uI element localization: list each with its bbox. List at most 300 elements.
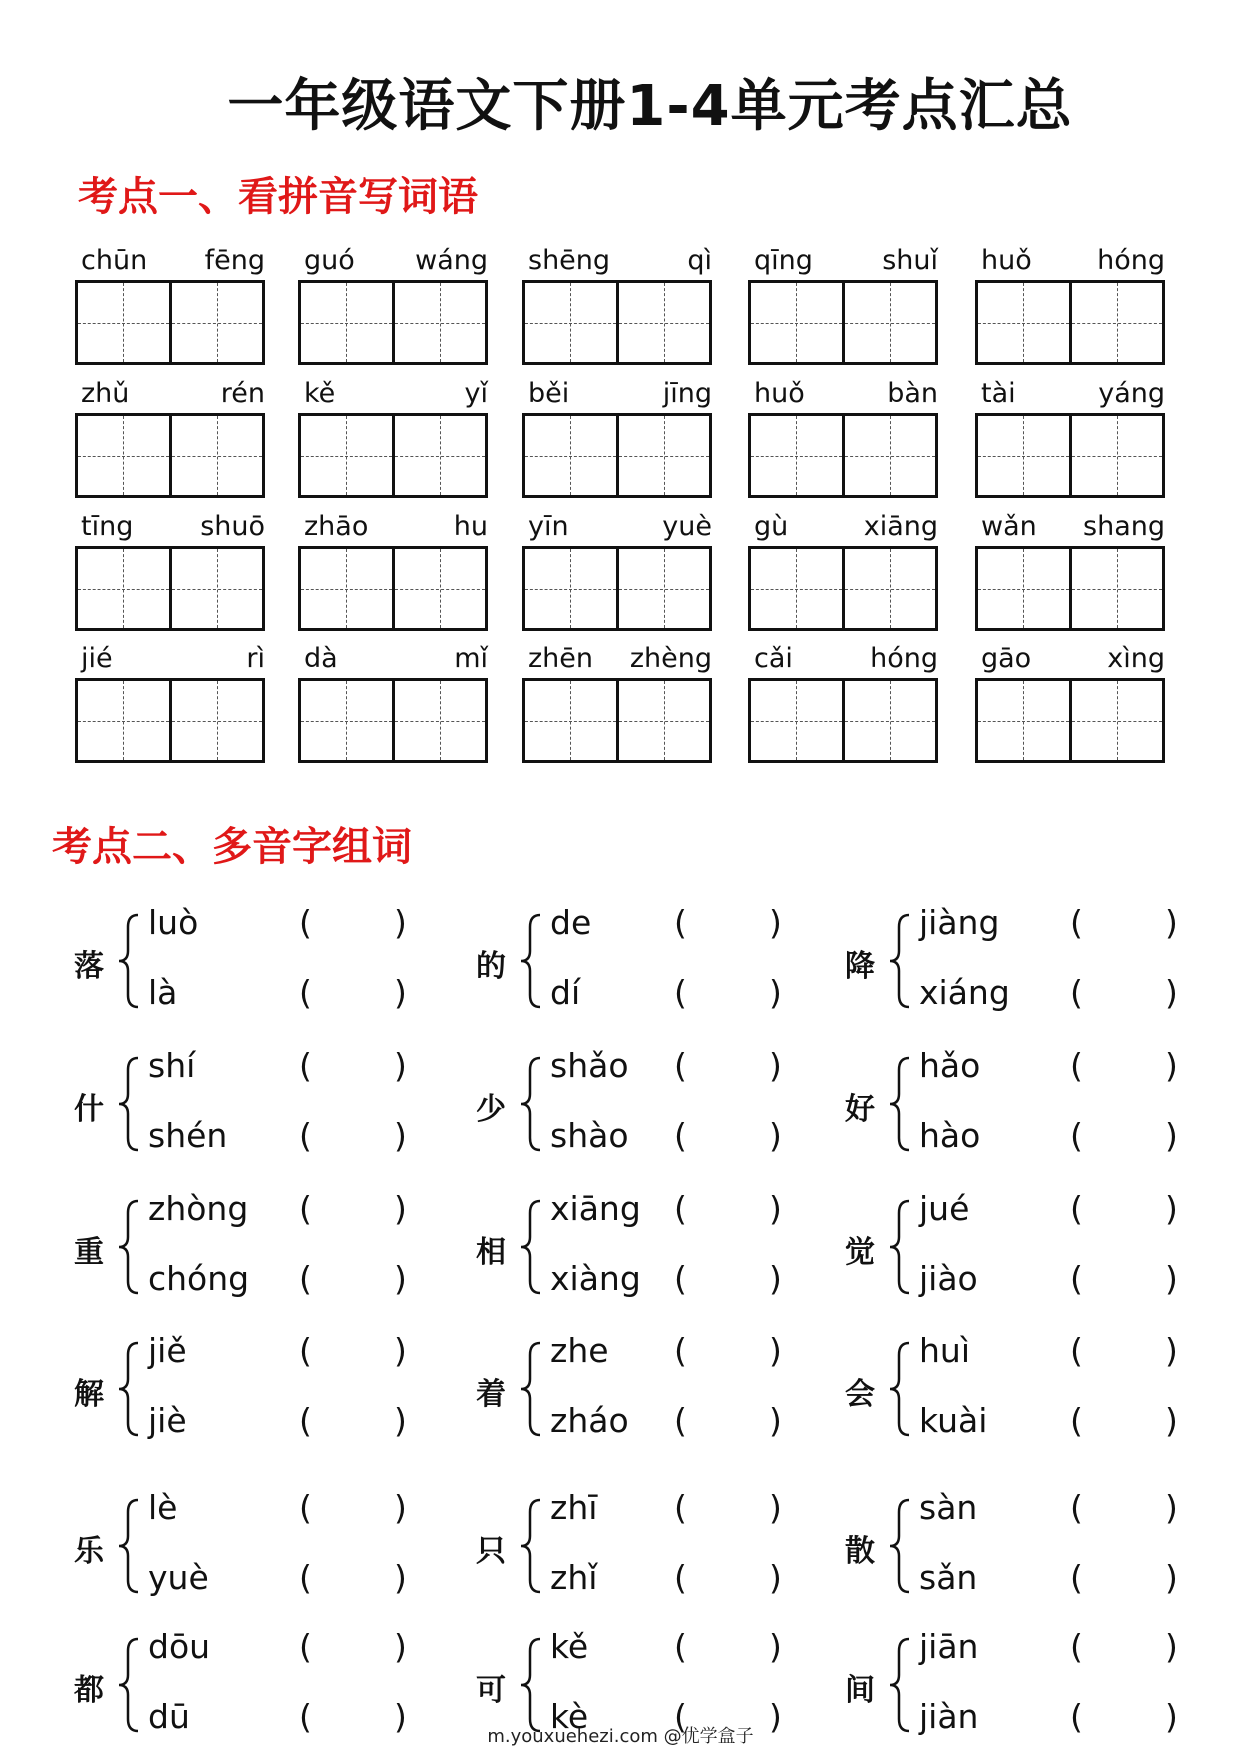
pinyin-label: [975, 373, 1165, 413]
pinyin-first: huǒ: [981, 245, 1032, 276]
writing-box[interactable]: [525, 549, 616, 628]
pinyin-top: de: [550, 903, 592, 942]
answer-paren-open: (: [674, 1046, 687, 1085]
pinyin-bottom: xiàng: [550, 1259, 641, 1298]
answer-paren-close: ): [769, 903, 782, 942]
pinyin-bottom: hào: [919, 1116, 981, 1155]
page-title: 一年级语文下册1-4单元考点汇总: [227, 74, 1073, 139]
pinyin-second: rén: [220, 378, 265, 409]
answer-paren-open: (: [299, 1116, 312, 1155]
word-cell: [975, 240, 1165, 365]
answer-blank[interactable]: [692, 1193, 765, 1229]
polyphone-group: [845, 1046, 1225, 1164]
brace-icon: [116, 1054, 142, 1154]
tianzige-pair: [522, 280, 712, 365]
polyphone-group: [74, 1189, 454, 1307]
answer-paren-close: ): [1165, 1331, 1178, 1370]
answer-blank[interactable]: [692, 1263, 765, 1299]
answer-blank[interactable]: [692, 1492, 765, 1528]
pinyin-top: shǎo: [550, 1046, 629, 1085]
pinyin-second: hóng: [870, 643, 938, 674]
pinyin-second: yǐ: [464, 378, 488, 409]
answer-paren-close: ): [769, 1488, 782, 1527]
brace-icon: [518, 911, 544, 1011]
brace-icon: [116, 1496, 142, 1596]
brace-icon: [518, 1496, 544, 1596]
pinyin-label: [75, 373, 265, 413]
tianzige-pair: [748, 546, 938, 631]
brace-icon: [887, 1054, 913, 1154]
pinyin-label: [975, 506, 1165, 546]
answer-paren-close: ): [394, 1401, 407, 1440]
answer-paren-open: (: [299, 1558, 312, 1597]
pinyin-second: zhèng: [629, 643, 712, 674]
polyphone-char: 降: [845, 949, 875, 984]
answer-blank[interactable]: [1088, 1050, 1161, 1086]
pinyin-label: [298, 638, 488, 678]
tianzige-pair: [522, 546, 712, 631]
answer-paren-open: (: [1070, 1401, 1083, 1440]
answer-paren-open: (: [299, 1331, 312, 1370]
answer-blank[interactable]: [692, 907, 765, 943]
word-cell: [748, 373, 938, 498]
writing-box[interactable]: [1069, 283, 1163, 362]
pinyin-first: běi: [528, 378, 570, 409]
answer-blank[interactable]: [317, 907, 390, 943]
polyphone-char: 好: [845, 1092, 875, 1127]
writing-box[interactable]: [978, 416, 1069, 495]
answer-paren-open: (: [299, 1697, 312, 1736]
pinyin-bottom: chóng: [148, 1259, 250, 1298]
polyphone-group: [74, 1488, 454, 1606]
word-cell: [748, 638, 938, 763]
answer-blank[interactable]: [317, 1405, 390, 1441]
pinyin-label: [298, 240, 488, 280]
word-cell: [748, 240, 938, 365]
writing-box[interactable]: [169, 549, 263, 628]
tianzige-pair: [75, 678, 265, 763]
tianzige-pair: [522, 413, 712, 498]
answer-blank[interactable]: [1088, 1263, 1161, 1299]
writing-box[interactable]: [525, 681, 616, 760]
pinyin-label: [522, 506, 712, 546]
word-cell: [298, 240, 488, 365]
answer-paren-close: ): [1165, 1046, 1178, 1085]
brace-icon: [116, 1339, 142, 1439]
tianzige-pair: [298, 280, 488, 365]
answer-blank[interactable]: [1088, 1562, 1161, 1598]
polyphone-group: [476, 1331, 856, 1449]
pinyin-first: chūn: [81, 245, 148, 276]
answer-paren-open: (: [1070, 1697, 1083, 1736]
pinyin-label: [748, 506, 938, 546]
writing-box[interactable]: [978, 549, 1069, 628]
word-cell: [522, 638, 712, 763]
answer-paren-open: (: [299, 1401, 312, 1440]
answer-paren-open: (: [674, 1627, 687, 1666]
answer-blank[interactable]: [692, 1405, 765, 1441]
pinyin-second: shuǐ: [882, 245, 938, 276]
polyphone-group: [845, 903, 1225, 1021]
word-cell: [298, 638, 488, 763]
answer-paren-close: ): [1165, 1627, 1178, 1666]
pinyin-label: [522, 373, 712, 413]
polyphone-char: 什: [74, 1092, 104, 1127]
answer-blank[interactable]: [1088, 1631, 1161, 1667]
word-cell: [522, 506, 712, 631]
polyphone-group: [476, 903, 856, 1021]
answer-paren-open: (: [674, 1697, 687, 1736]
pinyin-top: jiě: [148, 1331, 187, 1370]
answer-blank[interactable]: [692, 1631, 765, 1667]
polyphone-group: [74, 1331, 454, 1449]
answer-paren-open: (: [1070, 1259, 1083, 1298]
pinyin-second: qì: [687, 245, 712, 276]
pinyin-bottom: kuài: [919, 1401, 988, 1440]
pinyin-top: sàn: [919, 1488, 978, 1527]
word-cell: [522, 240, 712, 365]
writing-box[interactable]: [169, 283, 263, 362]
answer-blank[interactable]: [1088, 1335, 1161, 1371]
pinyin-first: dà: [304, 643, 338, 674]
tianzige-pair: [75, 546, 265, 631]
answer-blank[interactable]: [692, 1335, 765, 1371]
answer-paren-close: ): [394, 1488, 407, 1527]
polyphone-char: 少: [476, 1092, 506, 1127]
writing-box[interactable]: [978, 283, 1069, 362]
word-cell: [748, 506, 938, 631]
pinyin-second: shuō: [200, 511, 265, 542]
word-cell: [75, 373, 265, 498]
pinyin-second: mǐ: [454, 643, 488, 674]
answer-blank[interactable]: [692, 977, 765, 1013]
pinyin-top: luò: [148, 903, 199, 942]
answer-blank[interactable]: [317, 1492, 390, 1528]
pinyin-first: gāo: [981, 643, 1032, 674]
writing-box[interactable]: [616, 416, 710, 495]
pinyin-label: [75, 638, 265, 678]
polyphone-group: [845, 1488, 1225, 1606]
pinyin-first: yīn: [528, 511, 569, 542]
writing-box[interactable]: [78, 416, 169, 495]
answer-paren-open: (: [674, 1558, 687, 1597]
pinyin-label: [748, 638, 938, 678]
section2-title: 考点二、多音字组词: [52, 824, 412, 870]
polyphone-char: 可: [476, 1673, 506, 1708]
answer-blank[interactable]: [317, 1193, 390, 1229]
answer-paren-open: (: [674, 903, 687, 942]
writing-box[interactable]: [78, 283, 169, 362]
answer-paren-open: (: [1070, 1331, 1083, 1370]
writing-box[interactable]: [842, 283, 936, 362]
pinyin-top: kě: [550, 1627, 589, 1666]
pinyin-second: xiāng: [863, 511, 938, 542]
answer-paren-open: (: [674, 973, 687, 1012]
tianzige-pair: [522, 678, 712, 763]
brace-icon: [887, 1197, 913, 1297]
pinyin-top: jué: [919, 1189, 970, 1228]
pinyin-bottom: dū: [148, 1697, 190, 1736]
pinyin-second: rì: [246, 643, 265, 674]
brace-icon: [518, 1197, 544, 1297]
word-cell: [975, 373, 1165, 498]
answer-paren-open: (: [1070, 1627, 1083, 1666]
answer-blank[interactable]: [1088, 1405, 1161, 1441]
answer-blank[interactable]: [1088, 907, 1161, 943]
tianzige-pair: [298, 413, 488, 498]
answer-paren-open: (: [1070, 1488, 1083, 1527]
answer-paren-open: (: [1070, 1046, 1083, 1085]
pinyin-first: kě: [304, 378, 336, 409]
pinyin-first: huǒ: [754, 378, 805, 409]
pinyin-bottom: shén: [148, 1116, 228, 1155]
answer-paren-open: (: [1070, 903, 1083, 942]
answer-paren-open: (: [299, 1046, 312, 1085]
answer-blank[interactable]: [317, 1631, 390, 1667]
writing-box[interactable]: [301, 416, 392, 495]
brace-icon: [116, 911, 142, 1011]
answer-paren-close: ): [394, 1558, 407, 1597]
writing-box[interactable]: [751, 549, 842, 628]
pinyin-bottom: sǎn: [919, 1558, 978, 1597]
answer-paren-open: (: [1070, 1189, 1083, 1228]
writing-box[interactable]: [525, 416, 616, 495]
answer-blank[interactable]: [317, 1263, 390, 1299]
word-cell: [75, 638, 265, 763]
pinyin-top: dōu: [148, 1627, 211, 1666]
answer-paren-close: ): [1165, 1259, 1178, 1298]
pinyin-second: hu: [453, 511, 488, 542]
polyphone-char: 只: [476, 1534, 506, 1569]
answer-paren-close: ): [394, 1331, 407, 1370]
answer-paren-close: ): [394, 973, 407, 1012]
tianzige-pair: [75, 413, 265, 498]
polyphone-group: [74, 1046, 454, 1164]
pinyin-first: tài: [981, 378, 1016, 409]
writing-box[interactable]: [392, 416, 486, 495]
answer-paren-close: ): [769, 1259, 782, 1298]
answer-blank[interactable]: [1088, 1120, 1161, 1156]
answer-paren-close: ): [394, 1259, 407, 1298]
pinyin-label: [75, 506, 265, 546]
word-cell: [975, 638, 1165, 763]
writing-box[interactable]: [301, 283, 392, 362]
pinyin-bottom: zháo: [550, 1401, 629, 1440]
pinyin-first: zhēn: [528, 643, 594, 674]
pinyin-label: [748, 240, 938, 280]
answer-paren-close: ): [394, 1189, 407, 1228]
polyphone-char: 乐: [74, 1534, 104, 1569]
answer-paren-open: (: [299, 1488, 312, 1527]
writing-box[interactable]: [525, 283, 616, 362]
brace-icon: [518, 1339, 544, 1439]
pinyin-top: lè: [148, 1488, 178, 1527]
tianzige-pair: [975, 413, 1165, 498]
brace-icon: [518, 1635, 544, 1735]
polyphone-group: [845, 1331, 1225, 1449]
writing-box[interactable]: [751, 283, 842, 362]
answer-blank[interactable]: [1088, 1193, 1161, 1229]
pinyin-first: gù: [754, 511, 789, 542]
polyphone-char: 间: [845, 1673, 875, 1708]
answer-paren-open: (: [1070, 1558, 1083, 1597]
answer-paren-open: (: [299, 903, 312, 942]
footer-watermark: m.youxuehezi.com @优学盒子: [487, 1726, 754, 1747]
writing-box[interactable]: [301, 549, 392, 628]
pinyin-label: [748, 373, 938, 413]
pinyin-first: shēng: [528, 245, 611, 276]
answer-blank[interactable]: [317, 1335, 390, 1371]
writing-box[interactable]: [301, 681, 392, 760]
answer-paren-open: (: [299, 1259, 312, 1298]
pinyin-top: huì: [919, 1331, 970, 1370]
tianzige-pair: [75, 280, 265, 365]
answer-blank[interactable]: [317, 977, 390, 1013]
tianzige-pair: [748, 678, 938, 763]
pinyin-first: zhāo: [304, 511, 369, 542]
writing-box[interactable]: [169, 681, 263, 760]
pinyin-label: [522, 240, 712, 280]
answer-blank[interactable]: [1088, 977, 1161, 1013]
answer-paren-open: (: [299, 973, 312, 1012]
pinyin-first: tīng: [81, 511, 134, 542]
answer-paren-close: ): [769, 1627, 782, 1666]
answer-paren-open: (: [299, 1189, 312, 1228]
pinyin-second: yáng: [1098, 378, 1165, 409]
writing-box[interactable]: [1069, 416, 1163, 495]
tianzige-pair: [748, 413, 938, 498]
answer-paren-close: ): [1165, 1116, 1178, 1155]
word-cell: [75, 506, 265, 631]
pinyin-bottom: jiàn: [919, 1697, 979, 1736]
pinyin-bottom: zhǐ: [550, 1558, 598, 1597]
writing-box[interactable]: [842, 681, 936, 760]
pinyin-first: jié: [81, 643, 113, 674]
answer-paren-close: ): [1165, 1189, 1178, 1228]
writing-box[interactable]: [616, 283, 710, 362]
pinyin-first: wǎn: [981, 511, 1037, 542]
word-cell: [298, 506, 488, 631]
answer-paren-close: ): [1165, 903, 1178, 942]
writing-box[interactable]: [1069, 681, 1163, 760]
answer-paren-close: ): [394, 1697, 407, 1736]
writing-box[interactable]: [978, 681, 1069, 760]
answer-paren-open: (: [674, 1401, 687, 1440]
pinyin-first: zhǔ: [81, 378, 130, 409]
tianzige-pair: [298, 546, 488, 631]
brace-icon: [887, 911, 913, 1011]
polyphone-group: [845, 1189, 1225, 1307]
polyphone-char: 着: [476, 1377, 506, 1412]
pinyin-top: shí: [148, 1046, 196, 1085]
answer-paren-close: ): [1165, 973, 1178, 1012]
answer-paren-open: (: [674, 1331, 687, 1370]
answer-blank[interactable]: [317, 1562, 390, 1598]
writing-box[interactable]: [392, 549, 486, 628]
answer-blank[interactable]: [692, 1120, 765, 1156]
pinyin-top: jiàng: [919, 903, 1000, 942]
pinyin-top: hǎo: [919, 1046, 981, 1085]
pinyin-bottom: xiáng: [919, 973, 1010, 1012]
answer-blank[interactable]: [692, 1050, 765, 1086]
pinyin-label: [75, 240, 265, 280]
answer-paren-open: (: [299, 1627, 312, 1666]
answer-paren-close: ): [1165, 1488, 1178, 1527]
word-cell: [522, 373, 712, 498]
pinyin-bottom: jiè: [148, 1401, 187, 1440]
writing-box[interactable]: [751, 416, 842, 495]
answer-paren-close: ): [769, 1116, 782, 1155]
writing-box[interactable]: [78, 681, 169, 760]
pinyin-first: qīng: [754, 245, 813, 276]
brace-icon: [887, 1635, 913, 1735]
writing-box[interactable]: [842, 416, 936, 495]
writing-box[interactable]: [169, 416, 263, 495]
writing-box[interactable]: [392, 283, 486, 362]
writing-box[interactable]: [616, 549, 710, 628]
answer-paren-close: ): [769, 1331, 782, 1370]
tianzige-pair: [975, 678, 1165, 763]
pinyin-label: [298, 506, 488, 546]
writing-box[interactable]: [1069, 549, 1163, 628]
pinyin-second: jīng: [662, 378, 712, 409]
pinyin-second: hóng: [1097, 245, 1165, 276]
pinyin-bottom: là: [148, 973, 178, 1012]
pinyin-bottom: kè: [550, 1697, 589, 1736]
brace-icon: [518, 1054, 544, 1154]
brace-icon: [116, 1635, 142, 1735]
pinyin-label: [975, 240, 1165, 280]
pinyin-second: yuè: [662, 511, 712, 542]
pinyin-top: xiāng: [550, 1189, 641, 1228]
tianzige-pair: [975, 280, 1165, 365]
brace-icon: [116, 1197, 142, 1297]
word-cell: [298, 373, 488, 498]
polyphone-char: 都: [74, 1673, 104, 1708]
answer-paren-close: ): [769, 973, 782, 1012]
answer-paren-close: ): [769, 1697, 782, 1736]
answer-paren-open: (: [674, 1259, 687, 1298]
writing-box[interactable]: [616, 681, 710, 760]
pinyin-label: [522, 638, 712, 678]
writing-box[interactable]: [78, 549, 169, 628]
pinyin-first: guó: [304, 245, 355, 276]
brace-icon: [887, 1339, 913, 1439]
polyphone-char: 解: [74, 1377, 104, 1412]
pinyin-bottom: jiào: [919, 1259, 978, 1298]
polyphone-char: 觉: [845, 1235, 875, 1270]
writing-box[interactable]: [842, 549, 936, 628]
answer-blank[interactable]: [1088, 1492, 1161, 1528]
answer-paren-close: ): [769, 1046, 782, 1085]
answer-paren-close: ): [394, 903, 407, 942]
pinyin-second: shang: [1083, 511, 1165, 542]
polyphone-group: [476, 1189, 856, 1307]
word-cell: [975, 506, 1165, 631]
tianzige-pair: [298, 678, 488, 763]
answer-blank[interactable]: [692, 1562, 765, 1598]
pinyin-bottom: shào: [550, 1116, 629, 1155]
answer-blank[interactable]: [317, 1120, 390, 1156]
pinyin-second: fēng: [204, 245, 265, 276]
brace-icon: [887, 1496, 913, 1596]
writing-box[interactable]: [751, 681, 842, 760]
answer-blank[interactable]: [317, 1050, 390, 1086]
writing-box[interactable]: [392, 681, 486, 760]
polyphone-group: [74, 903, 454, 1021]
polyphone-char: 重: [74, 1235, 104, 1270]
pinyin-second: bàn: [887, 378, 938, 409]
